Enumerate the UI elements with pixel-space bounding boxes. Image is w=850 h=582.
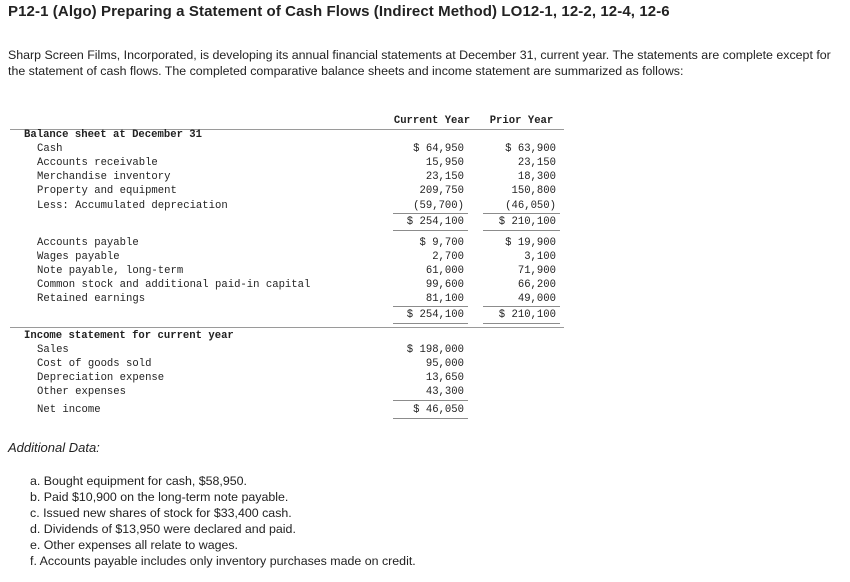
total-liabilities-row <box>0 308 600 322</box>
row-label: Sales <box>37 344 69 356</box>
prior-value: $ 19,900 <box>505 237 556 249</box>
table-row <box>0 343 600 357</box>
prior-value: 18,300 <box>517 171 556 183</box>
row-label: Merchandise inventory <box>37 171 171 183</box>
table-row <box>0 250 600 264</box>
prior-value: 150,800 <box>511 185 556 197</box>
row-label: Cost of goods sold <box>37 358 152 370</box>
table-row <box>0 292 600 306</box>
row-label: Retained earnings <box>37 293 146 305</box>
net-income-value: $ 46,050 <box>413 404 464 416</box>
table-row <box>0 156 600 170</box>
problem-title: P12-1 (Algo) Preparing a Statement of Cash Flows (Indirect Method) LO12-1, 12-2, 12-4, 12-6 <box>8 3 670 20</box>
row-label: Wages payable <box>37 251 120 263</box>
row-label: Less: Accumulated depreciation <box>37 200 228 212</box>
current-value: 23,150 <box>425 171 464 183</box>
table-row <box>0 142 600 156</box>
total-assets-current: $ 254,100 <box>406 216 464 228</box>
row-label: Common stock and additional paid-in capital <box>37 279 311 291</box>
list-item: f. Accounts payable includes only inventory purchases made on credit. <box>30 554 416 568</box>
prior-value: 23,150 <box>517 157 556 169</box>
total-liabilities-prior: $ 210,100 <box>498 309 556 321</box>
current-value: $ 9,700 <box>419 237 464 249</box>
table-row <box>0 371 600 385</box>
row-label: Note payable, long-term <box>37 265 184 277</box>
list-item: a. Bought equipment for cash, $58,950. <box>30 474 247 488</box>
prior-value: $ 63,900 <box>505 143 556 155</box>
column-header-current-year: Current Year <box>393 115 471 127</box>
current-value: 15,950 <box>425 157 464 169</box>
additional-data-list <box>30 473 416 569</box>
row-label: Property and equipment <box>37 185 177 197</box>
total-liabilities-current: $ 254,100 <box>406 309 464 321</box>
list-item: b. Paid $10,900 on the long-term note payable. <box>30 490 289 504</box>
table-row <box>0 357 600 371</box>
current-value: $ 198,000 <box>406 344 464 356</box>
row-label: Accounts receivable <box>37 157 158 169</box>
current-value: 13,650 <box>425 372 464 384</box>
income-statement-title: Income statement for current year <box>24 330 234 342</box>
current-value: 81,100 <box>425 293 464 305</box>
current-value: 99,600 <box>425 279 464 291</box>
net-income-row <box>0 403 600 417</box>
table-row <box>0 385 600 399</box>
current-value: 61,000 <box>425 265 464 277</box>
table-row <box>0 264 600 278</box>
table-row <box>0 278 600 292</box>
list-item: c. Issued new shares of stock for $33,400 cash. <box>30 506 292 520</box>
current-value: 43,300 <box>425 386 464 398</box>
current-value: (59,700) <box>413 200 464 212</box>
row-label: Accounts payable <box>37 237 139 249</box>
additional-data-title: Additional Data: <box>8 440 100 455</box>
prior-value: (46,050) <box>505 200 556 212</box>
table-row <box>0 199 600 213</box>
list-item: e. Other expenses all relate to wages. <box>30 538 239 552</box>
problem-intro: Sharp Screen Films, Incorporated, is developing its annual financial statements at December 31, current year. The statements are complete except for the statement of cash flows. The completed comparative balance sheets and income statement are summarized as follows: <box>8 48 831 78</box>
current-value: 209,750 <box>419 185 464 197</box>
prior-value: 71,900 <box>517 265 556 277</box>
table-row <box>0 184 600 198</box>
total-assets-row <box>0 215 600 229</box>
net-income-label: Net income <box>37 404 101 416</box>
income-statement-rule <box>10 327 564 328</box>
prior-value: 49,000 <box>517 293 556 305</box>
table-row <box>0 236 600 250</box>
current-value: 95,000 <box>425 358 464 370</box>
row-label: Cash <box>37 143 63 155</box>
prior-value: 66,200 <box>517 279 556 291</box>
balance-sheet-title: Balance sheet at December 31 <box>24 129 203 141</box>
prior-value: 3,100 <box>524 251 556 263</box>
current-value: $ 64,950 <box>413 143 464 155</box>
table-row <box>0 170 600 184</box>
row-label: Depreciation expense <box>37 372 165 384</box>
list-item: d. Dividends of $13,950 were declared and paid. <box>30 522 296 536</box>
total-assets-prior: $ 210,100 <box>498 216 556 228</box>
row-label: Other expenses <box>37 386 127 398</box>
current-value: 2,700 <box>432 251 464 263</box>
column-header-prior-year: Prior Year <box>489 115 554 127</box>
